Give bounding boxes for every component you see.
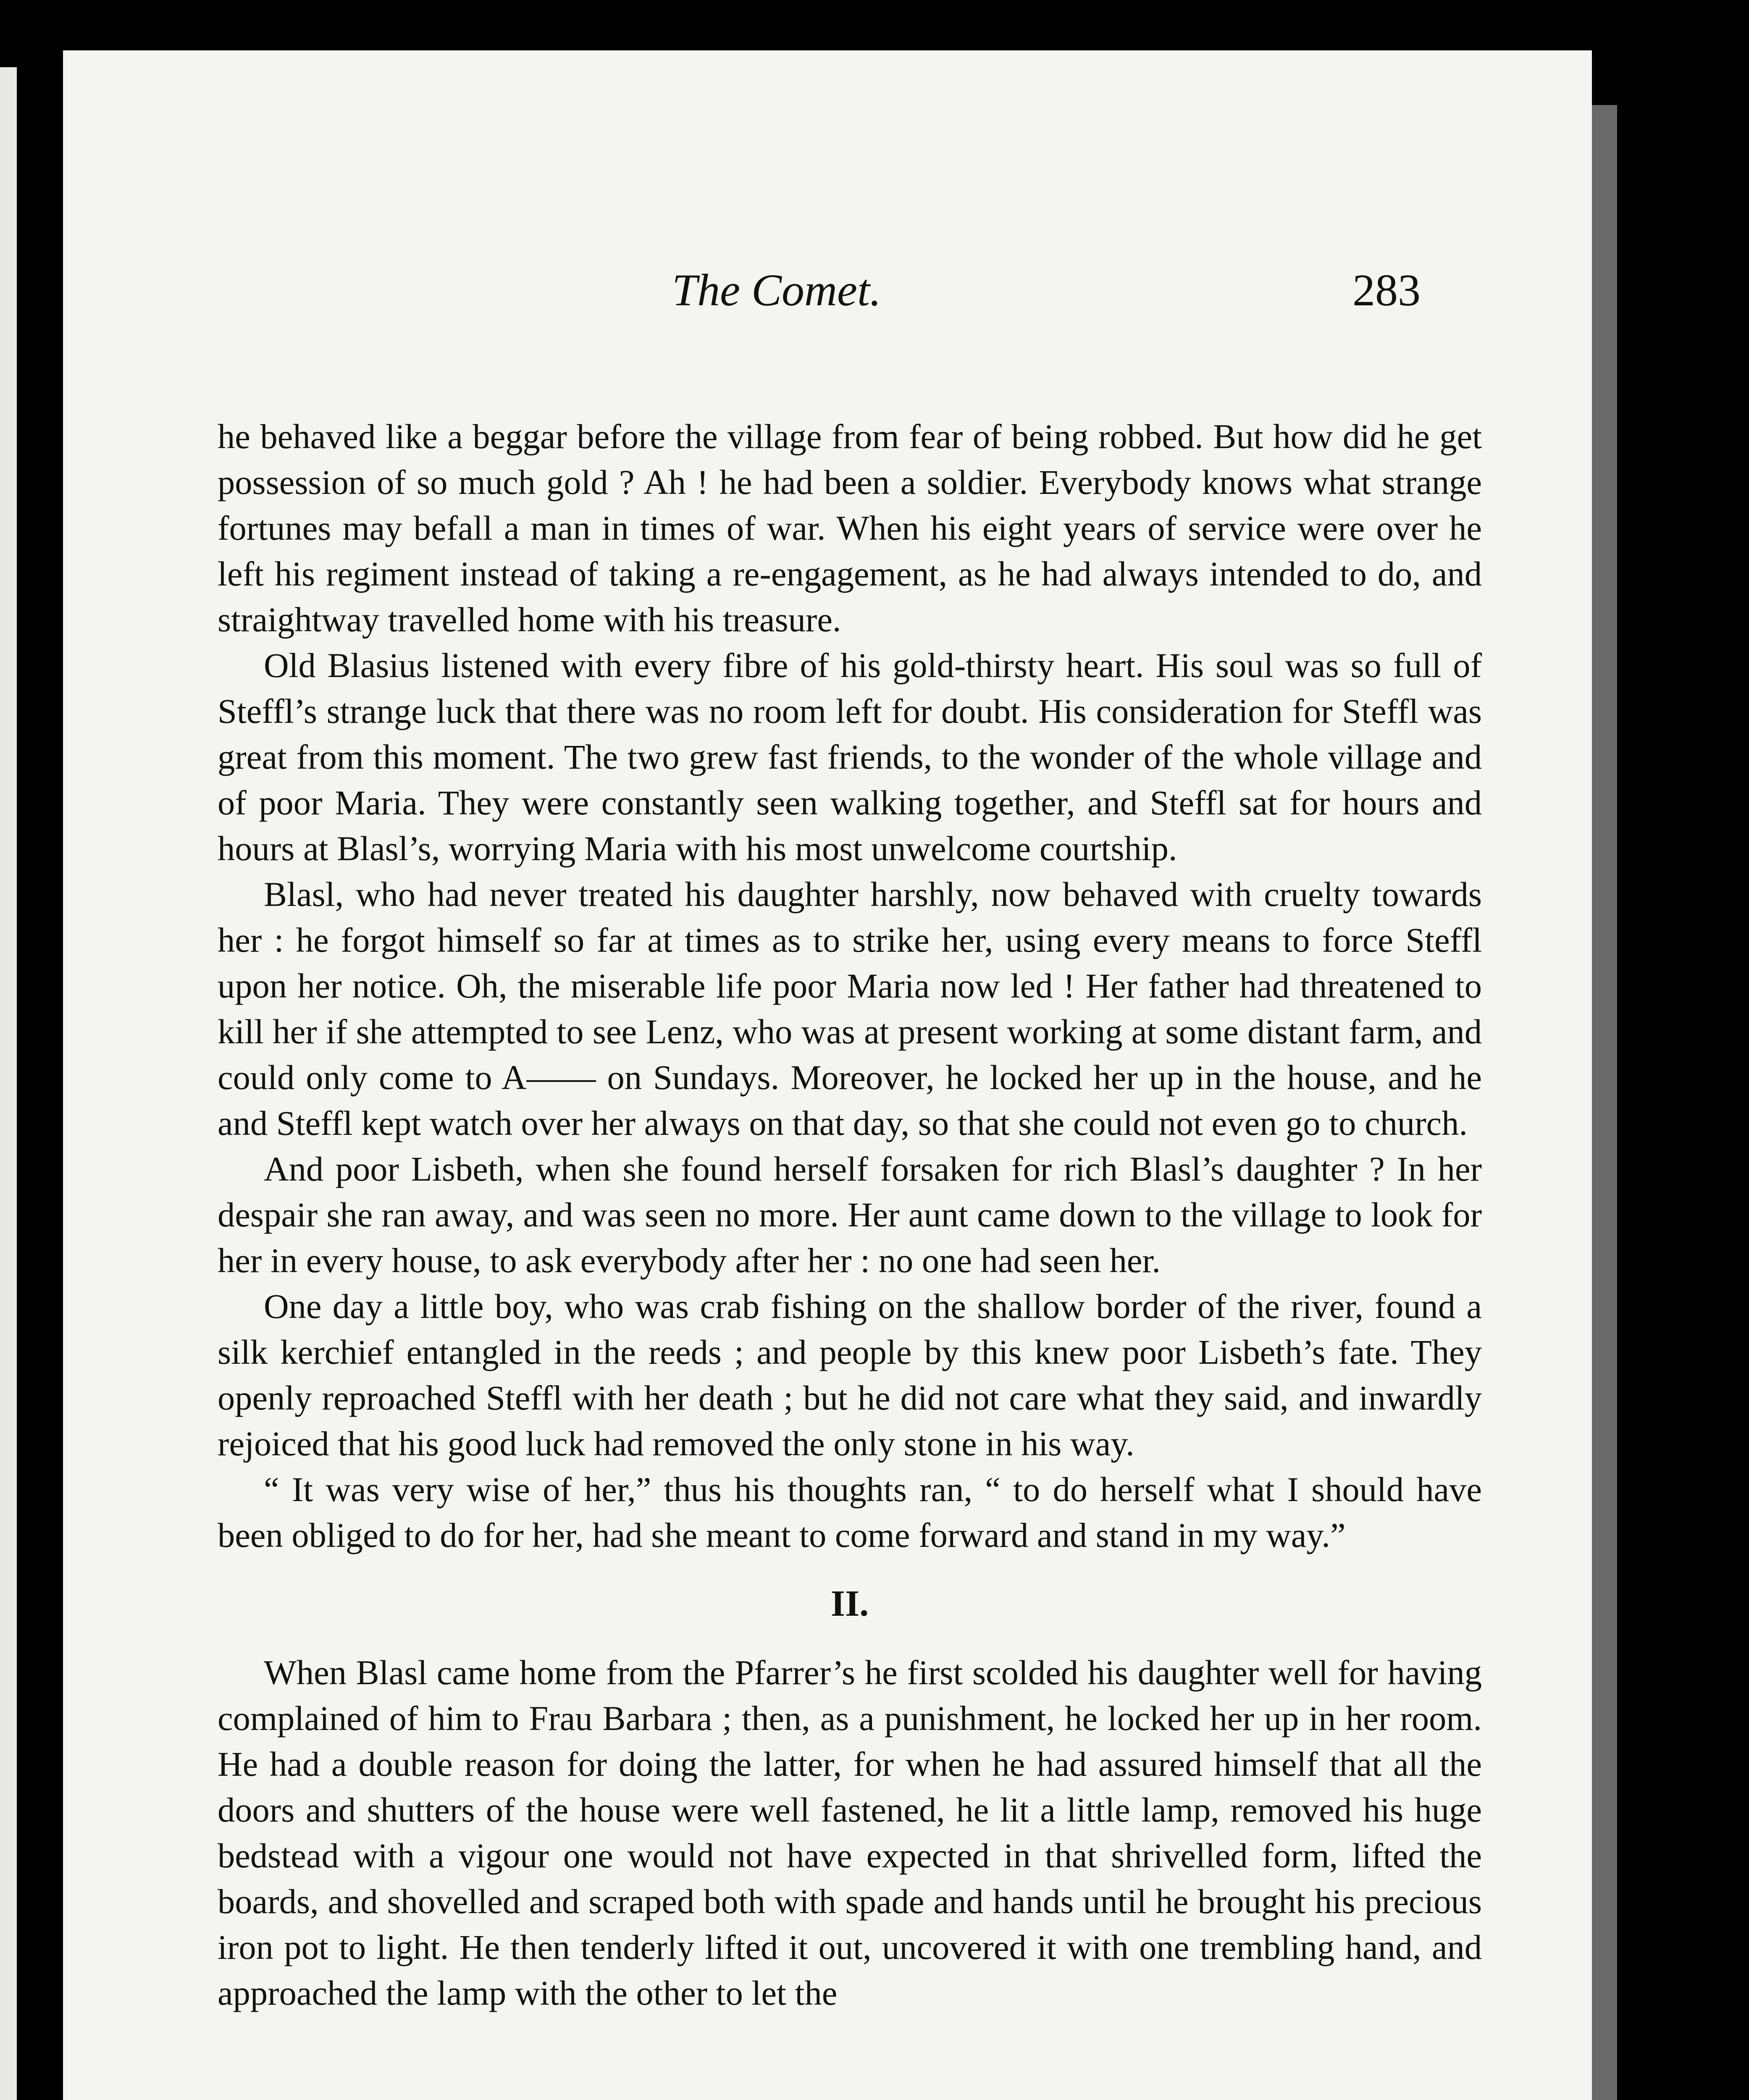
page-number: 283 (1352, 265, 1421, 315)
paragraph: One day a little boy, who was crab fishing on the shallow border of the river, found a silk kerchief entangled in the reeds ; and people by this knew poor Lisbeth’s fate. They openly reproached Steffl with her death ; but he did not care what they said, and inwardly rejoiced that his good luck had removed the only stone in his way. (218, 1287, 1482, 1463)
body-text (218, 414, 1482, 2016)
paragraph: “ It was very wise of her,” thus his thoughts ran, “ to do herself what I should have been obliged to do for her, had she meant to come forward and stand in my way.” (218, 1470, 1482, 1554)
paragraph: Blasl, who had never treated his daughter harshly, now behaved with cruelty towards her : he forgot himself so far at times as to strike her, using every means to force Steffl upon her notice. Oh, the miserable life poor Maria now led ! Her father had threatened to kill her if she attempted to see Lenz, who was at present working at some distant farm, and could only come to A—— on Sundays. Moreover, he locked her up in the house, and he and Steffl kept watch over her always on that day, so that she could not even go to church. (218, 875, 1482, 1142)
page-shadow (1592, 105, 1617, 2100)
running-head (63, 265, 1592, 328)
adjacent-page-edge (0, 67, 17, 2100)
running-title: The Comet. (672, 265, 881, 315)
paragraph: Old Blasius listened with every fibre of his gold-thirsty heart. His soul was so full of Steffl’s strange luck that there was no room left for doubt. His consideration for Steffl was great from this moment. The two grew fast friends, to the wonder of the whole village and of poor Maria. They were constantly seen walking together, and Steffl sat for hours and hours at Blasl’s, worrying Maria with his most unwelcome courtship. (218, 646, 1482, 868)
book-page (63, 50, 1592, 2100)
paragraph: And poor Lisbeth, when she found herself forsaken for rich Blasl’s daughter ? In her despair she ran away, and was seen no more. Her aunt came down to the village to look for her in every house, to ask everybody after her : no one had seen her. (218, 1150, 1482, 1280)
paragraph: When Blasl came home from the Pfarrer’s he first scolded his daughter well for having complained of him to Frau Barbara ; then, as a punishment, he locked her up in her room. He had a double reason for doing the latter, for when he had assured himself that all the doors and shutters of the house were well fastened, he lit a little lamp, removed his huge bedstead with a vigour one would not have expected in that shrivelled form, lifted the boards, and shovelled and scraped both with spade and hands until he brought his precious iron pot to light. He then tenderly lifted it out, uncovered it with one trembling hand, and approached the lamp with the other to let the (218, 1653, 1482, 2012)
section-heading: II. (830, 1583, 869, 1624)
paragraph-continued: he behaved like a beggar before the village from fear of being robbed. But how did he get possession of so much gold ? Ah ! he had been a soldier. Everybody knows what strange fortunes may befall a man in times of war. When his eight years of service were over he left his regiment instead of taking a re-engagement, as he had always intended to do, and straightway travelled home with his treasure. (218, 417, 1482, 639)
